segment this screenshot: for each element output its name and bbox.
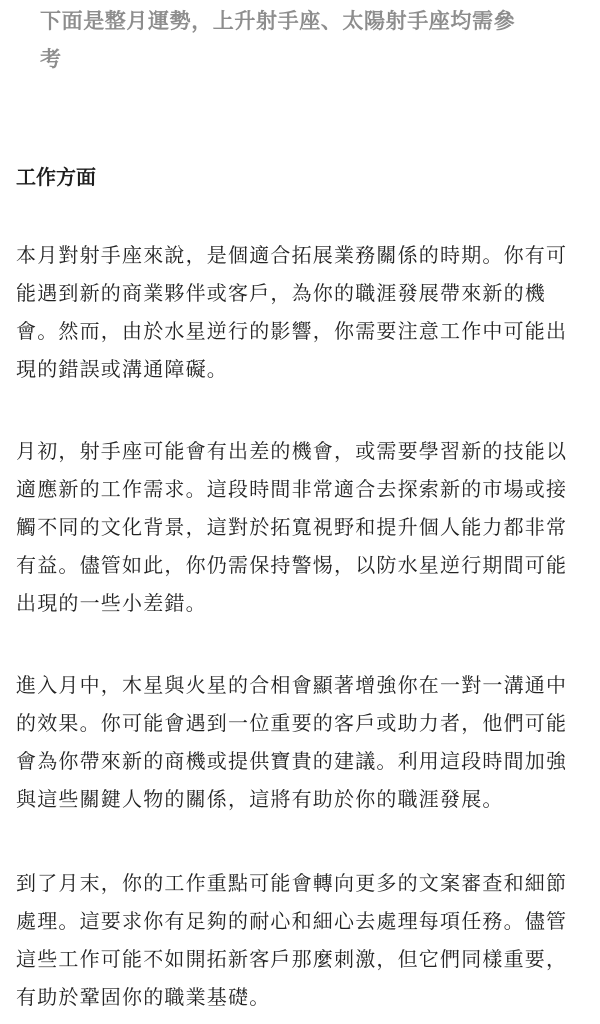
paragraph-line: 處理。這要求你有足夠的耐心和細心去處理每項任務。儘管 <box>16 909 568 933</box>
paragraph-line: 有助於鞏固你的職業基礎。 <box>16 985 271 1009</box>
paragraph-line: 能遇到新的商業夥伴或客戶，為你的職涯發展帶來新的機 <box>16 281 546 305</box>
paragraph <box>16 236 592 388</box>
paragraph-line: 適應新的工作需求。這段時間非常適合去探索新的市場或接 <box>16 477 568 501</box>
section-heading: 工作方面 <box>16 165 96 189</box>
paragraph <box>16 432 592 622</box>
paragraph-line: 現的錯誤或溝通障礙。 <box>16 357 228 381</box>
paragraph-line: 會。然而，由於水星逆行的影響，你需要注意工作中可能出 <box>16 319 568 343</box>
paragraph <box>16 864 592 1016</box>
paragraph-line: 到了月末，你的工作重點可能會轉向更多的文案審查和細節 <box>16 871 568 895</box>
paragraph-line: 與這些關鍵人物的關係，這將有助於你的職涯發展。 <box>16 787 504 811</box>
paragraph-line: 月初，射手座可能會有出差的機會，或需要學習新的技能以 <box>16 439 568 463</box>
intro-note <box>40 2 580 78</box>
paragraph-line: 的效果。你可能會遇到一位重要的客戶或助力者，他們可能 <box>16 711 568 735</box>
paragraph-line: 本月對射手座來說，是個適合拓展業務關係的時期。你有可 <box>16 243 568 267</box>
paragraph-line: 進入月中，木星與火星的合相會顯著增強你在一對一溝通中 <box>16 673 568 697</box>
intro-note-line: 考 <box>40 47 62 71</box>
paragraph-line: 出現的一些小差錯。 <box>16 591 207 615</box>
paragraph-line: 這些工作可能不如開拓新客戶那麼刺激，但它們同樣重要， <box>16 947 568 971</box>
intro-note-line: 下面是整月運勢，上升射手座、太陽射手座均需參 <box>40 9 516 33</box>
paragraph-line: 有益。儘管如此，你仍需保持警惕，以防水星逆行期間可能 <box>16 553 568 577</box>
paragraph <box>16 666 592 818</box>
paragraph-line: 觸不同的文化背景，這對於拓寬視野和提升個人能力都非常 <box>16 515 568 539</box>
paragraph-line: 會為你帶來新的商機或提供寶貴的建議。利用這段時間加強 <box>16 749 568 773</box>
